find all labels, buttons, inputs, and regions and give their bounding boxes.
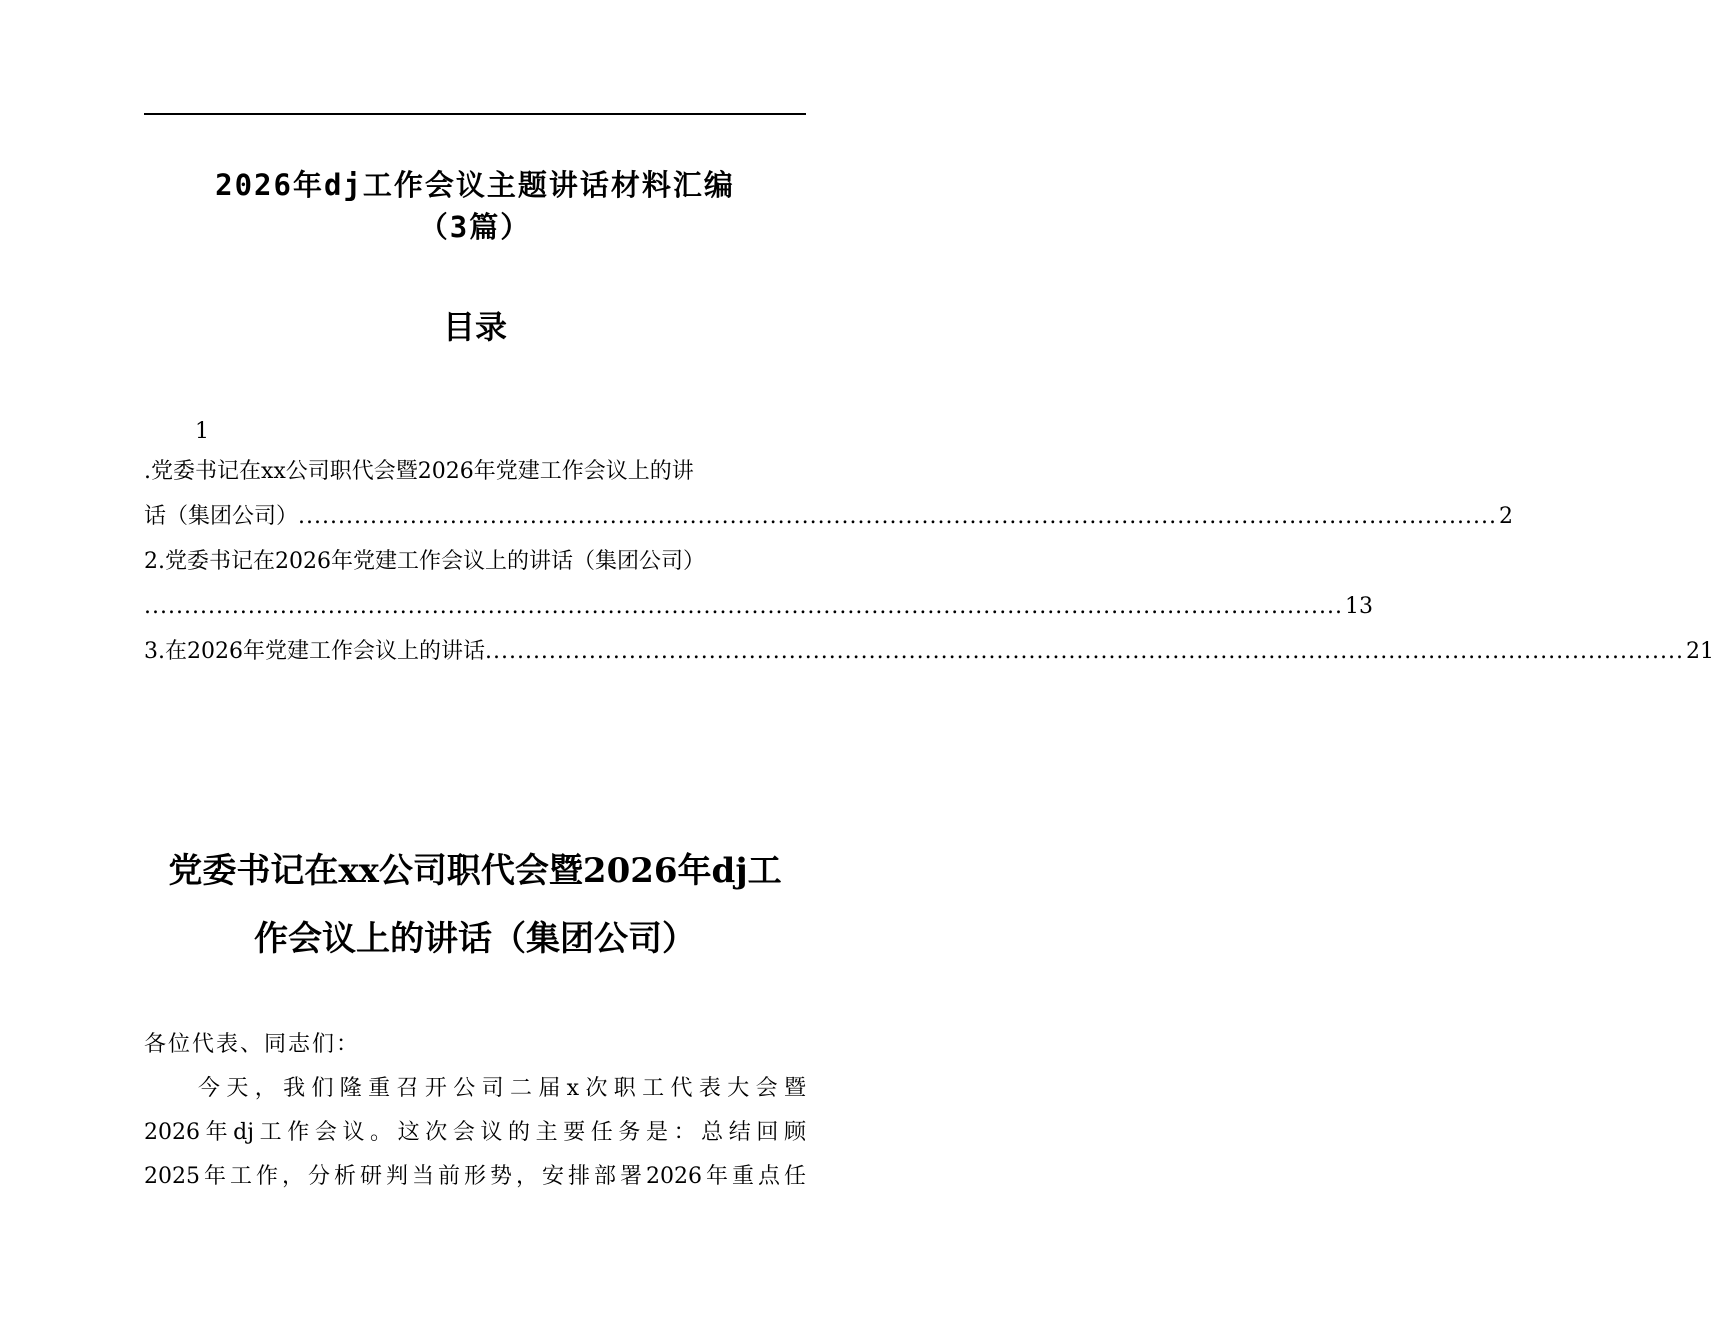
text-token: 署 [619, 1164, 642, 1189]
paragraph-line [144, 1067, 806, 1111]
toc-item-3-text: 3.在2026年党建工作会议上的讲话 [144, 639, 485, 664]
text-token: ： [673, 1120, 696, 1145]
text-token: ， [515, 1164, 538, 1189]
text-token: 任 [783, 1164, 806, 1189]
section-title-line-2: 作会议上的讲话（集团公司） [254, 919, 696, 959]
text-token: 司 [481, 1076, 504, 1101]
text-token: 们 [311, 1076, 334, 1101]
toc-item-1-number: 1 [195, 419, 209, 444]
table-of-contents [144, 415, 1714, 674]
text-token: 2026 [144, 1120, 200, 1145]
text-token: 形 [463, 1164, 486, 1189]
text-token: 析 [333, 1164, 356, 1189]
text-token: 开 [424, 1076, 447, 1101]
document-title-line-2: （3篇） [418, 210, 532, 244]
text-token: 安 [541, 1164, 564, 1189]
toc-item-2-line-2[interactable] [144, 584, 1373, 629]
text-token: ， [254, 1076, 277, 1101]
text-token: 当 [411, 1164, 434, 1189]
toc-leader-dots: ...................................................................................................................................................... [484, 639, 1684, 664]
text-token: 这 [397, 1120, 420, 1145]
text-token: 主 [535, 1120, 558, 1145]
text-token: dj [233, 1120, 255, 1145]
text-token: 工 [259, 1120, 282, 1145]
toc-item-1-line-1[interactable]: .党委书记在xx公司职代会暨2026年党建工作会议上的讲 [144, 459, 694, 484]
text-token: 大 [727, 1076, 750, 1101]
text-token: 表 [698, 1076, 721, 1101]
text-token: 次 [585, 1076, 608, 1101]
text-token: 隆 [339, 1076, 362, 1101]
text-token: 点 [757, 1164, 780, 1189]
text-token: 暨 [783, 1076, 806, 1101]
text-token: 前 [437, 1164, 460, 1189]
toc-item-1-page: 2 [1499, 504, 1513, 529]
text-token: 顾 [783, 1120, 806, 1145]
text-token: 年 [203, 1164, 226, 1189]
toc-item-2-line-1[interactable]: 2.党委书记在2026年党建工作会议上的讲话（集团公司） [144, 549, 705, 574]
text-token: 工 [229, 1164, 252, 1189]
toc-item-2-page: 13 [1344, 594, 1373, 619]
toc-item-3-page: 21 [1685, 639, 1714, 664]
toc-item-1-line-2[interactable] [144, 494, 1513, 539]
text-token: 。 [370, 1120, 393, 1145]
text-token: 作 [287, 1120, 310, 1145]
text-token: 工 [642, 1076, 665, 1101]
text-token: 的 [508, 1120, 531, 1145]
toc-item-3-line-1[interactable] [144, 629, 1714, 674]
section-title [144, 837, 806, 973]
toc-leader-dots: ...................................................................................................................................................... [144, 594, 1343, 619]
text-token: 议 [480, 1120, 503, 1145]
toc-heading: 目录 [442, 308, 507, 346]
text-token: 代 [670, 1076, 693, 1101]
text-token: ， [281, 1164, 304, 1189]
text-token: 议 [342, 1120, 365, 1145]
text-token: 排 [567, 1164, 590, 1189]
text-token: 会 [314, 1120, 337, 1145]
text-token: 研 [359, 1164, 382, 1189]
header-rule [144, 113, 806, 115]
text-token: 我 [283, 1076, 306, 1101]
text-token: 是 [645, 1120, 668, 1145]
greeting: 各位代表、同志们： [144, 1032, 361, 1057]
text-token: 结 [728, 1120, 751, 1145]
text-token: 2025 [144, 1164, 200, 1189]
text-token: 务 [618, 1120, 641, 1145]
text-token: 2026 [645, 1164, 702, 1189]
text-token: 重 [368, 1076, 391, 1101]
text-token: 召 [396, 1076, 419, 1101]
text-token: 会 [452, 1120, 475, 1145]
text-token: 职 [613, 1076, 636, 1101]
text-token: 要 [563, 1120, 586, 1145]
text-token: 二 [509, 1076, 532, 1101]
body-text [144, 1023, 806, 1199]
text-token: 届 [538, 1076, 561, 1101]
text-token: 会 [755, 1076, 778, 1101]
text-token: 天 [226, 1076, 249, 1101]
document-title-line-1: 2026年dj工作会议主题讲话材料汇编 [215, 168, 735, 202]
text-token: 总 [701, 1120, 724, 1145]
text-token: 任 [590, 1120, 613, 1145]
text-token: 今 [198, 1076, 221, 1101]
text-token: 重 [731, 1164, 754, 1189]
text-token: 公 [453, 1076, 476, 1101]
text-token: 年 [205, 1120, 228, 1145]
text-token: 分 [307, 1164, 330, 1189]
document-title [144, 164, 806, 248]
paragraph-line [144, 1155, 806, 1199]
text-token: 年 [705, 1164, 728, 1189]
toc-leader-dots: ...................................................................................................................................................... [298, 504, 1497, 529]
section-title-line-1: 党委书记在xx公司职代会暨2026年dj工 [168, 851, 782, 891]
text-token: 部 [593, 1164, 616, 1189]
text-token: 回 [756, 1120, 779, 1145]
paragraph-line [144, 1111, 806, 1155]
text-token: 作 [255, 1164, 278, 1189]
text-token: 次 [425, 1120, 448, 1145]
text-token: 判 [385, 1164, 408, 1189]
text-token: 势 [489, 1164, 512, 1189]
toc-item-1-text: 话（集团公司） [144, 504, 299, 529]
text-token: x [566, 1076, 580, 1101]
